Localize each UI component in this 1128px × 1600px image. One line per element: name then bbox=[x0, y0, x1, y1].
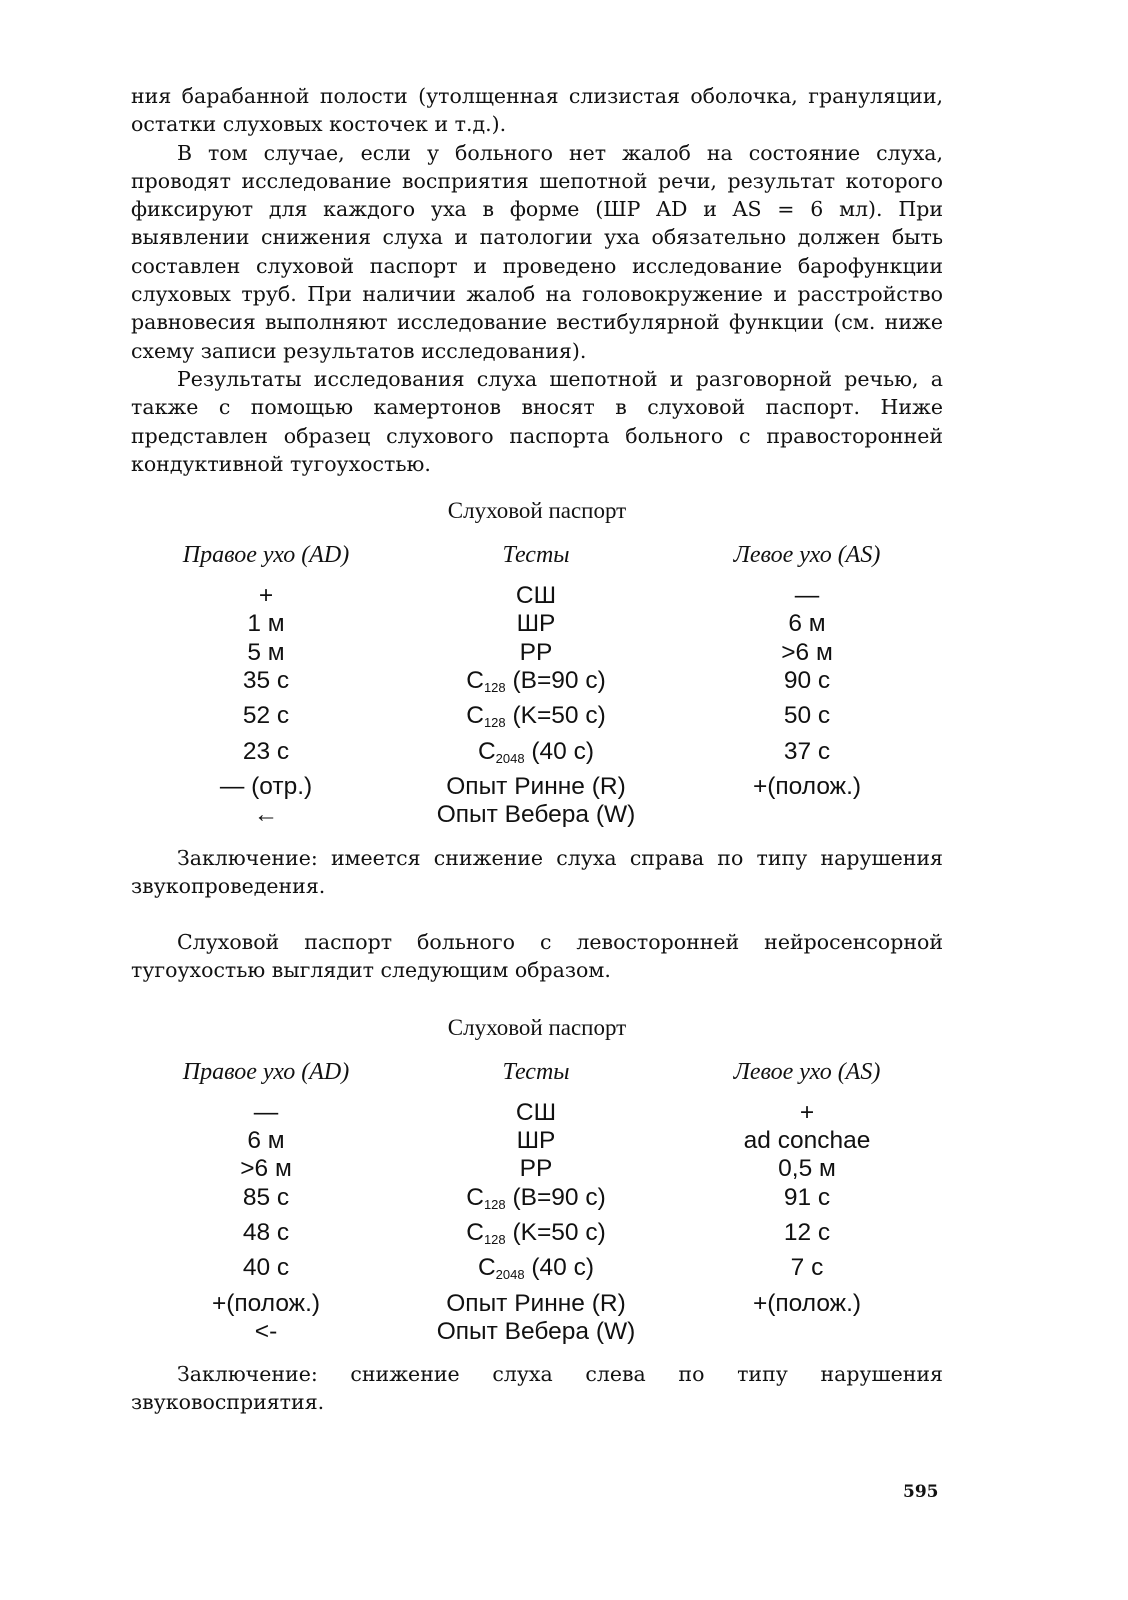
test-label: C bbox=[477, 1254, 496, 1282]
test-label: Опыт Ринне (R) bbox=[446, 772, 626, 800]
right-ear-value: 52 с bbox=[242, 702, 290, 730]
test-name bbox=[401, 1099, 671, 1127]
left-ear-value: 50 с bbox=[783, 702, 831, 730]
passport-2-caption: Слуховой паспорт bbox=[447, 1014, 627, 1040]
test-name bbox=[401, 738, 671, 773]
right-ear-value: — (отр.) bbox=[219, 772, 313, 800]
left-ear-value: 6 м bbox=[788, 610, 826, 638]
right-ear-value: >6 м bbox=[240, 1155, 292, 1183]
left-ear-value bbox=[671, 1318, 943, 1346]
test-name bbox=[401, 1155, 671, 1183]
passport-row bbox=[131, 702, 943, 737]
passport-row bbox=[131, 1127, 943, 1155]
passport-row bbox=[131, 1254, 943, 1289]
test-label: СШ bbox=[515, 582, 557, 610]
left-ear-value: 91 с bbox=[783, 1183, 831, 1211]
test-label: C bbox=[477, 737, 496, 765]
passport-row bbox=[131, 801, 943, 829]
left-ear-value: 37 с bbox=[783, 737, 831, 765]
header-right-ear: Правое ухо (AD) bbox=[182, 542, 350, 569]
test-label: Опыт Вебера (W) bbox=[436, 801, 636, 829]
right-ear-value: +(полож.) bbox=[211, 1289, 321, 1317]
test-name bbox=[401, 1219, 671, 1254]
paragraph-results-intro: Результаты исследования слуха шепотной и разговорной речью, а также с помощью камертонов вносят в слуховой паспорт. Ниже представлен образец слухового паспорта больного с правосторонней кондуктивной тугоухостью. bbox=[131, 366, 943, 476]
passport-row bbox=[131, 667, 943, 702]
right-ear-value: 23 с bbox=[242, 737, 290, 765]
right-ear-value: <- bbox=[254, 1317, 278, 1345]
paragraph-continuation: ния барабанной полости (утолщенная слизистая оболочка, грануляции, остатки слуховых косточек и т.д.). bbox=[131, 84, 943, 137]
tuning-fork-frequency: 128 bbox=[483, 715, 506, 731]
test-name bbox=[401, 1254, 671, 1289]
test-name bbox=[401, 702, 671, 737]
test-name bbox=[401, 582, 671, 610]
header-right-ear: Правое ухо (AD) bbox=[182, 1058, 350, 1085]
right-ear-value: 1 м bbox=[247, 610, 285, 638]
passport-row bbox=[131, 610, 943, 638]
test-name bbox=[401, 1318, 671, 1346]
test-name bbox=[401, 1184, 671, 1219]
test-label: ШР bbox=[516, 610, 556, 638]
tuning-fork-frequency: 2048 bbox=[495, 750, 525, 766]
test-label: СШ bbox=[515, 1098, 557, 1126]
passport-1-caption: Слуховой паспорт bbox=[447, 498, 627, 524]
left-ear-value: — bbox=[794, 582, 820, 610]
test-label: РР bbox=[519, 638, 553, 666]
passport-2-table bbox=[131, 1099, 943, 1346]
header-left-ear: Левое ухо (AS) bbox=[733, 1058, 881, 1085]
right-ear-value: 5 м bbox=[247, 638, 285, 666]
left-ear-value: 90 с bbox=[783, 667, 831, 695]
passport-1-conclusion: Заключение: имеется снижение слуха справа по типу нарушения звукопроведения. bbox=[131, 845, 943, 898]
test-name bbox=[401, 1127, 671, 1155]
passport-row bbox=[131, 738, 943, 773]
test-label: ШР bbox=[516, 1127, 556, 1155]
passport-row bbox=[131, 582, 943, 610]
tuning-fork-frequency: 128 bbox=[483, 1231, 506, 1247]
test-name bbox=[401, 1290, 671, 1318]
passport-2-header bbox=[131, 1059, 943, 1086]
right-ear-value: + bbox=[258, 582, 274, 610]
header-tests: Тесты bbox=[502, 542, 570, 569]
right-ear-value: 85 с bbox=[242, 1183, 290, 1211]
passport-2-conclusion: Заключение: снижение слуха слева по типу нарушения звуковосприятия. bbox=[131, 1362, 943, 1415]
left-ear-value: ad conchae bbox=[743, 1127, 871, 1155]
test-name bbox=[401, 639, 671, 667]
right-ear-value: 6 м bbox=[247, 1127, 285, 1155]
passport-row bbox=[131, 1290, 943, 1318]
tuning-fork-frequency: 2048 bbox=[495, 1267, 525, 1283]
test-label: РР bbox=[519, 1155, 553, 1183]
passport-1-table bbox=[131, 582, 943, 829]
header-tests: Тесты bbox=[502, 1058, 570, 1085]
left-ear-value: +(полож.) bbox=[752, 1289, 862, 1317]
right-ear-value: 40 с bbox=[242, 1254, 290, 1282]
test-norm: (B=90 c) bbox=[505, 667, 606, 695]
tuning-fork-frequency: 128 bbox=[483, 680, 506, 696]
paragraph-whisper-test: В том случае, если у больного нет жалоб на состояние слуха, проводят исследование восприятия шепотной речи, результат которого фиксируют для каждого уха в форме (ШР AD и AS = 6 мл). При выявлении снижения слуха и патологии уха обязательно должен быть составлен слуховой паспорт и проведено исследование барофункции слуховых труб. При наличии жалоб на головокружение и расстройство равновесия выполняют исследование вестибулярной функции (см. ниже схему записи результатов исследования). bbox=[131, 140, 943, 363]
test-norm: (B=90 c) bbox=[505, 1183, 606, 1211]
test-name bbox=[401, 773, 671, 801]
passport-row bbox=[131, 1184, 943, 1219]
passport-row bbox=[131, 1318, 943, 1346]
paragraph-second-passport-intro: Слуховой паспорт больного с левосторонней нейросенсорной тугоухостью выглядит следующим образом. bbox=[131, 930, 943, 983]
left-ear-value: 12 с bbox=[783, 1218, 831, 1246]
right-ear-value: — bbox=[253, 1098, 279, 1126]
left-ear-value: + bbox=[799, 1098, 815, 1126]
test-norm: (K=50 c) bbox=[505, 1218, 606, 1246]
left-ear-value: +(полож.) bbox=[752, 772, 862, 800]
test-name bbox=[401, 610, 671, 638]
test-label: C bbox=[466, 667, 484, 695]
right-ear-value: ← bbox=[253, 801, 279, 829]
passport-1-header bbox=[131, 542, 943, 569]
header-left-ear: Левое ухо (AS) bbox=[733, 542, 881, 569]
left-ear-value bbox=[671, 801, 943, 829]
test-label: C bbox=[466, 1183, 484, 1211]
right-ear-value: 48 с bbox=[242, 1218, 290, 1246]
left-ear-value: 7 с bbox=[790, 1254, 824, 1282]
page-number: 595 bbox=[903, 1482, 939, 1502]
test-label: C bbox=[466, 1218, 484, 1246]
left-ear-value: 0,5 м bbox=[778, 1155, 836, 1183]
test-name bbox=[401, 667, 671, 702]
test-label: C bbox=[466, 702, 484, 730]
test-norm: (K=50 c) bbox=[505, 702, 606, 730]
passport-row bbox=[131, 1155, 943, 1183]
test-label: Опыт Ринне (R) bbox=[446, 1289, 626, 1317]
left-ear-value: >6 м bbox=[781, 638, 833, 666]
test-norm: (40 c) bbox=[524, 1254, 595, 1282]
test-label: Опыт Вебера (W) bbox=[436, 1317, 636, 1345]
passport-row bbox=[131, 773, 943, 801]
passport-row bbox=[131, 639, 943, 667]
passport-row bbox=[131, 1099, 943, 1127]
page-content bbox=[131, 82, 943, 1417]
test-name bbox=[401, 801, 671, 829]
passport-row bbox=[131, 1219, 943, 1254]
right-ear-value: 35 с bbox=[242, 667, 290, 695]
tuning-fork-frequency: 128 bbox=[483, 1196, 506, 1212]
test-norm: (40 c) bbox=[524, 737, 595, 765]
